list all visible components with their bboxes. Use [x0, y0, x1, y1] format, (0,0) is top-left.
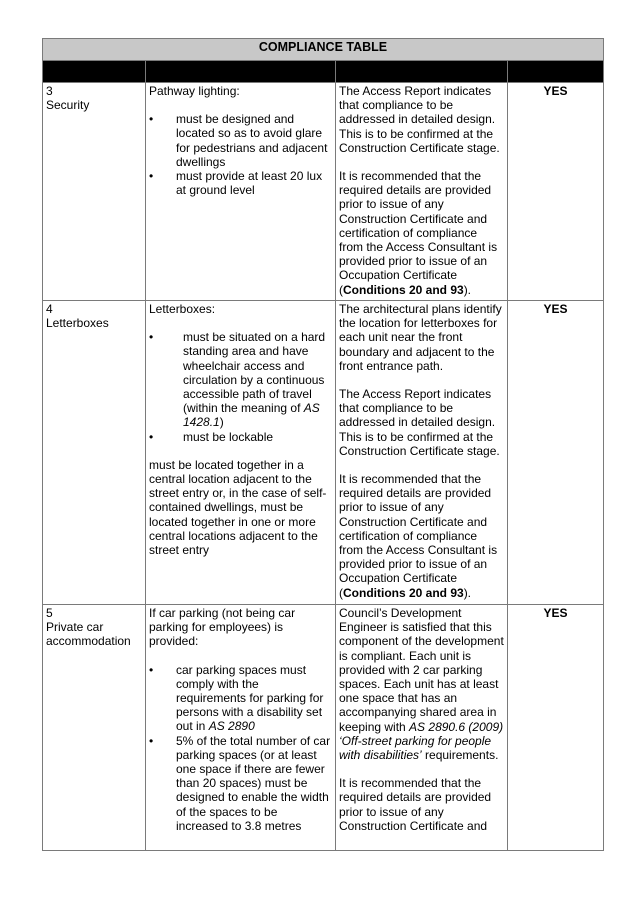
requirement-intro: If car parking (not being car parking for employees) is provided:	[149, 606, 296, 649]
row-control-cell	[43, 301, 146, 605]
row-number: 3	[46, 84, 53, 98]
row-requirement-cell	[146, 301, 336, 605]
comment-paragraph: The Access Report indicates that compliance to be addressed in detailed design. This is to be confirmed at the Construction Certificate stage.	[339, 387, 500, 458]
table-title: COMPLIANCE TABLE	[43, 39, 604, 61]
table-row	[43, 83, 604, 301]
requirement-intro: Letterboxes:	[149, 302, 216, 316]
table-header-bar	[43, 61, 604, 83]
row-control-cell	[43, 605, 146, 851]
bullet-icon: •	[149, 169, 154, 184]
requirement-intro: Pathway lighting:	[149, 84, 240, 98]
row-control-cell	[43, 83, 146, 301]
row-comment-cell	[336, 83, 508, 301]
table-title-row	[43, 39, 604, 61]
complies-cell: YES	[508, 605, 604, 851]
list-item: • 5% of the total number of car parking spaces (or at least one space if there are fewer than 20 spaces) must be designed to enable the width of the spaces to be increased to 3.8 metres	[149, 733, 331, 833]
comment-paragraph: It is recommended that the required details are provided prior to issue of any Construction Certificate and certification of compliance from the Access Consultant is provided prior to issue of an Occupation Certificate (Conditions 20 and 93).	[339, 472, 498, 600]
bullet-icon: •	[149, 330, 154, 345]
list-item: • car parking spaces must comply with the requirements for parking for persons with a disability set out in AS 2890	[149, 662, 324, 734]
list-item: • must be situated on a hard standing area and have wheelchair access and circulation by a continuous accessible path of travel (within the meaning of AS 1428.1)	[149, 330, 326, 430]
comment-paragraph: The architectural plans identify the location for letterboxes for each unit near the front boundary and adjacent to the front entrance path.	[339, 302, 502, 373]
list-item: • must provide at least 20 lux at ground level	[149, 169, 323, 198]
row-name: Private car accommodation	[46, 620, 131, 649]
complies-cell: YES	[508, 83, 604, 301]
comment-paragraph: It is recommended that the required details are provided prior to issue of any Construction Certificate and	[339, 776, 492, 833]
list-item: • must be lockable	[149, 429, 274, 444]
bullet-icon: •	[149, 112, 154, 127]
compliance-table	[42, 38, 604, 851]
table-row	[43, 301, 604, 605]
row-comment-cell	[336, 301, 508, 605]
bullet-icon: •	[149, 662, 154, 677]
comment-paragraph: Council’s Development Engineer is satisfied that this component of the development is compliant. Each unit is provided with 2 car parking spaces. Each unit has at least one space that has an accompanying shared area in keeping with AS 2890.6 (2009) ‘Off-street parking for people with disabilities’ requirements.	[339, 606, 504, 763]
row-name: Letterboxes	[46, 316, 109, 331]
row-requirement-cell	[146, 605, 336, 851]
row-name: Security	[46, 98, 90, 113]
row-number: 5	[46, 606, 53, 620]
bullet-icon: •	[149, 429, 154, 444]
row-number: 4	[46, 302, 53, 316]
list-item: • must be designed and located so as to avoid glare for pedestrians and adjacent dwellings	[149, 112, 328, 169]
row-requirement-cell	[146, 83, 336, 301]
bullet-icon: •	[149, 733, 154, 748]
row-comment-cell	[336, 605, 508, 851]
complies-cell: YES	[508, 301, 604, 605]
table-row	[43, 605, 604, 851]
comment-paragraph: The Access Report indicates that compliance to be addressed in detailed design. This is to be confirmed at the Construction Certificate stage.	[339, 84, 500, 155]
comment-paragraph: It is recommended that the required details are provided prior to issue of any Construction Certificate and certification of compliance from the Access Consultant is provided prior to issue of an Occupation Certificate (Conditions 20 and 93).	[339, 169, 498, 297]
requirement-after: must be located together in a central location adjacent to the street entry or, in the case of self-contained dwellings, must be located together in one or more central locations adjacent to the street entry	[149, 457, 327, 558]
